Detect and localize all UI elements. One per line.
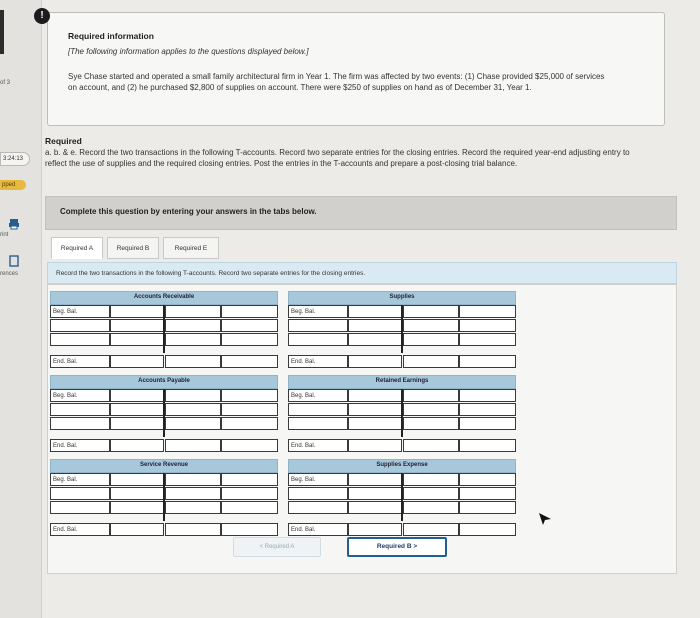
beg-bal-label: Beg. Bal. [53, 477, 78, 483]
t-account-input[interactable] [50, 487, 110, 500]
t-account-title: Accounts Payable [138, 378, 190, 384]
end-bal-label: End. Bal. [291, 443, 316, 449]
t-account-input [288, 439, 348, 452]
t-account-input [50, 523, 110, 536]
prev-required-a-button[interactable]: < Required A [233, 537, 321, 557]
t-account-input[interactable] [165, 319, 221, 332]
t-account-input[interactable] [348, 305, 402, 318]
t-account-input[interactable] [110, 355, 164, 368]
t-account-input[interactable] [110, 501, 164, 514]
instruction-bar [47, 262, 677, 284]
t-account-input[interactable] [110, 523, 164, 536]
t-account-title: Retained Earnings [375, 378, 429, 384]
beg-bal-label: Beg. Bal. [53, 309, 78, 315]
t-account-input[interactable] [348, 333, 402, 346]
t-account-input[interactable] [221, 523, 278, 536]
t-account-input[interactable] [110, 333, 164, 346]
t-account-title: Accounts Receivable [133, 294, 195, 300]
t-account-input[interactable] [403, 439, 459, 452]
t-account-input[interactable] [221, 417, 278, 430]
t-account-input[interactable] [403, 473, 459, 486]
t-account-input[interactable] [110, 305, 164, 318]
t-account-input[interactable] [110, 417, 164, 430]
t-account-input[interactable] [288, 501, 348, 514]
t-account-input[interactable] [403, 487, 459, 500]
references-label[interactable]: rences [0, 271, 19, 277]
t-account-divider [401, 473, 403, 521]
t-account-input[interactable] [459, 487, 516, 500]
t-account-input[interactable] [348, 403, 402, 416]
required-text: a. b. & e. Record the two transactions in the following T-accounts. Record two separate entries for the closing entries. Record the required year-end adjusting entry to reflect the use of supplies and the required closing entries. Post the entries in the T-accounts and prepare a post-closing trial balance. [45, 148, 630, 168]
end-bal-label: End. Bal. [53, 359, 78, 365]
t-account-input[interactable] [348, 389, 402, 402]
t-account-divider [401, 305, 403, 353]
instruction-text: Record the two transactions in the following T-accounts. Record two separate entries for the closing entries. [56, 270, 366, 277]
t-account-input[interactable] [110, 319, 164, 332]
t-account-input[interactable] [348, 439, 402, 452]
t-account-input[interactable] [110, 487, 164, 500]
t-account-input[interactable] [165, 355, 221, 368]
tab-required-b[interactable]: Required B [107, 237, 159, 259]
required-information-box [47, 12, 665, 126]
end-bal-label: End. Bal. [53, 527, 78, 533]
t-account-input [288, 305, 348, 318]
t-account-input[interactable] [403, 355, 459, 368]
t-account-input[interactable] [50, 319, 110, 332]
t-account-input [50, 355, 110, 368]
t-account-input[interactable] [288, 487, 348, 500]
t-account-input[interactable] [459, 319, 516, 332]
t-account-input[interactable] [165, 417, 221, 430]
t-account-input[interactable] [165, 439, 221, 452]
t-account-input [50, 439, 110, 452]
end-bal-label: End. Bal. [291, 527, 316, 533]
t-account-header [50, 459, 278, 473]
t-account-input[interactable] [459, 523, 516, 536]
t-account-title: Supplies [389, 294, 415, 300]
print-icon[interactable] [8, 218, 20, 230]
info-italic-note: [The following information applies to the questions displayed below.] [68, 47, 309, 56]
t-account-input[interactable] [459, 305, 516, 318]
page-count: of 3 [0, 80, 11, 86]
t-account-input [288, 389, 348, 402]
t-account-divider [163, 389, 165, 437]
beg-bal-label: Beg. Bal. [291, 477, 316, 483]
t-account-input [288, 473, 348, 486]
t-account-service-revenue [50, 459, 278, 537]
t-account-input[interactable] [348, 487, 402, 500]
t-account-input[interactable] [165, 487, 221, 500]
info-title: Required information [68, 31, 154, 41]
t-account-input[interactable] [165, 501, 221, 514]
beg-bal-label: Beg. Bal. [53, 393, 78, 399]
t-account-input[interactable] [403, 333, 459, 346]
t-account-input[interactable] [221, 305, 278, 318]
t-account-input[interactable] [110, 403, 164, 416]
t-account-input[interactable] [459, 439, 516, 452]
beg-bal-label: Beg. Bal. [291, 309, 316, 315]
t-account-header [50, 291, 278, 305]
timer: 3:24:13 [0, 152, 30, 166]
t-account-input[interactable] [459, 355, 516, 368]
t-account-input[interactable] [348, 355, 402, 368]
t-account-header [50, 375, 278, 389]
t-account-input[interactable] [403, 501, 459, 514]
complete-prompt-bar [45, 196, 677, 230]
t-account-input [288, 355, 348, 368]
next-required-b-button[interactable]: Required B > [347, 537, 447, 557]
t-account-input[interactable] [165, 305, 221, 318]
t-account-input[interactable] [288, 417, 348, 430]
status-badge: pped [0, 180, 26, 190]
t-account-input[interactable] [50, 417, 110, 430]
t-account-input[interactable] [459, 501, 516, 514]
t-account-input[interactable] [221, 487, 278, 500]
t-account-divider [163, 305, 165, 353]
t-account-input[interactable] [110, 389, 164, 402]
tab-required-e[interactable]: Required E [163, 237, 219, 259]
t-account-input[interactable] [165, 523, 221, 536]
t-account-input[interactable] [110, 439, 164, 452]
print-label[interactable]: rint [0, 232, 9, 238]
sidebar-marker [0, 10, 4, 54]
t-account-input[interactable] [50, 501, 110, 514]
alert-icon: ! [34, 8, 50, 24]
required-heading: Required [45, 136, 82, 146]
t-account-input [50, 389, 110, 402]
t-account-input[interactable] [403, 319, 459, 332]
t-account-input[interactable] [110, 473, 164, 486]
t-account-supplies-expense [288, 459, 516, 537]
t-account-header [288, 375, 516, 389]
t-account-input[interactable] [221, 473, 278, 486]
t-account-input [50, 305, 110, 318]
end-bal-label: End. Bal. [291, 359, 316, 365]
t-account-title: Service Revenue [139, 462, 189, 468]
beg-bal-label: Beg. Bal. [291, 393, 316, 399]
t-account-input[interactable] [50, 403, 110, 416]
t-account-input[interactable] [221, 319, 278, 332]
t-account-input[interactable] [459, 403, 516, 416]
left-sidebar [0, 0, 42, 618]
t-account-input[interactable] [221, 333, 278, 346]
t-account-input[interactable] [288, 333, 348, 346]
t-account-divider [163, 473, 165, 521]
t-account-accounts-payable [50, 375, 278, 453]
references-icon[interactable] [8, 255, 20, 267]
t-account-input[interactable] [459, 473, 516, 486]
t-account-input[interactable] [403, 403, 459, 416]
t-account-input[interactable] [459, 389, 516, 402]
t-account-input[interactable] [403, 523, 459, 536]
end-bal-label: End. Bal. [53, 443, 78, 449]
tab-required-a[interactable]: Required A [51, 237, 103, 259]
t-account-header [288, 291, 516, 305]
t-account-input[interactable] [165, 403, 221, 416]
t-account-input[interactable] [221, 439, 278, 452]
t-account-input[interactable] [288, 319, 348, 332]
t-account-input[interactable] [165, 333, 221, 346]
t-account-input[interactable] [221, 389, 278, 402]
t-account-input[interactable] [459, 333, 516, 346]
t-account-input[interactable] [165, 389, 221, 402]
t-account-input[interactable] [348, 417, 402, 430]
t-account-input[interactable] [288, 403, 348, 416]
t-account-input[interactable] [50, 333, 110, 346]
t-account-input[interactable] [348, 501, 402, 514]
t-account-input[interactable] [221, 501, 278, 514]
info-body: Sye Chase started and operated a small family architectural firm in Year 1. The firm was affected by two events: (1) Chase provided $25,000 of services on account, and (2) he purchased $2,800 of supplies on account. There were $250 of supplies on hand as of December 31, Year 1. [68, 72, 605, 92]
t-account-title: Supplies Expense [376, 462, 428, 468]
t-account-input[interactable] [459, 417, 516, 430]
t-account-input[interactable] [221, 355, 278, 368]
mouse-cursor-icon [538, 512, 552, 526]
t-account-divider [401, 389, 403, 437]
t-account-input[interactable] [403, 305, 459, 318]
t-account-input [288, 523, 348, 536]
t-account-accounts-receivable [50, 291, 278, 369]
t-account-input[interactable] [403, 389, 459, 402]
complete-prompt: Complete this question by entering your answers in the tabs below. [60, 207, 317, 216]
t-account-input[interactable] [348, 319, 402, 332]
t-account-input[interactable] [221, 403, 278, 416]
t-account-input [50, 473, 110, 486]
t-account-retained-earnings [288, 375, 516, 453]
t-account-input[interactable] [403, 417, 459, 430]
t-account-supplies [288, 291, 516, 369]
t-account-input[interactable] [348, 523, 402, 536]
t-account-header [288, 459, 516, 473]
t-account-input[interactable] [348, 473, 402, 486]
t-account-input[interactable] [165, 473, 221, 486]
